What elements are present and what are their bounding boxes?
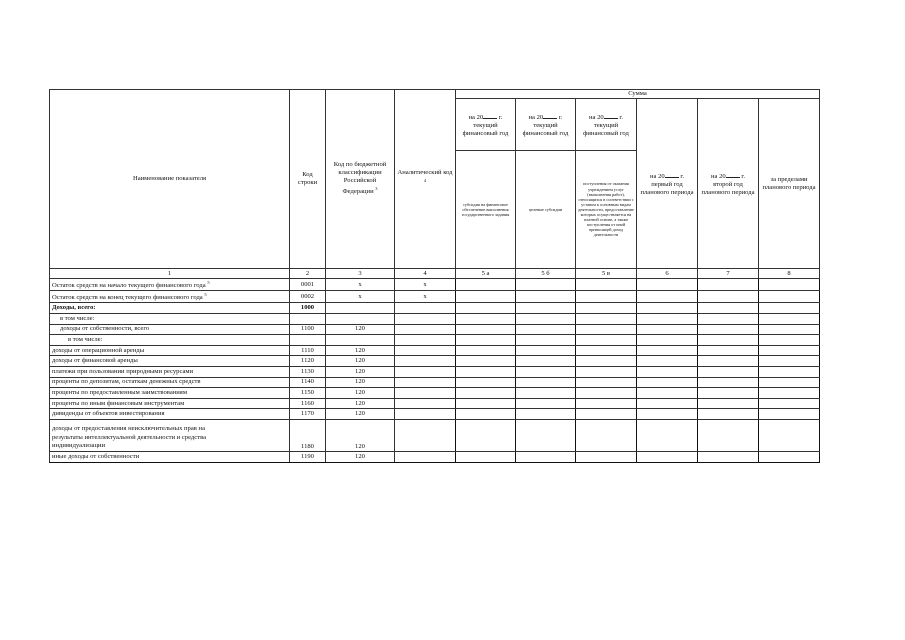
row-value-cell[interactable]: [698, 451, 759, 462]
row-value-cell[interactable]: [576, 324, 637, 335]
row-value-cell[interactable]: [456, 419, 516, 451]
row-value-cell[interactable]: [576, 419, 637, 451]
row-code: 1170: [290, 409, 326, 420]
row-value-cell[interactable]: [637, 366, 698, 377]
year-prefix: на 20: [528, 113, 544, 121]
row-value-cell[interactable]: [637, 398, 698, 409]
row-value-cell[interactable]: [759, 377, 820, 388]
row-code: 1190: [290, 451, 326, 462]
financial-plan-table-container: [49, 89, 820, 463]
row-value-cell[interactable]: [516, 345, 576, 356]
header-budget-code: [326, 90, 395, 269]
header-analytic-code-label: Аналитический код: [397, 169, 453, 177]
column-number: 2: [290, 269, 326, 279]
row-value-cell[interactable]: [456, 451, 516, 462]
row-value-cell[interactable]: [516, 313, 576, 324]
period-label: первый год планового периода: [640, 180, 694, 196]
row-value-cell[interactable]: [698, 324, 759, 335]
row-name: [50, 409, 290, 420]
row-value-cell[interactable]: [576, 366, 637, 377]
row-name: [50, 356, 290, 367]
row-value-cell[interactable]: [456, 377, 516, 388]
row-name-text: Остаток средств на начало текущего финансового года: [52, 282, 206, 290]
row-value-cell[interactable]: [576, 377, 637, 388]
row-kbk: 120: [326, 398, 395, 409]
header-col5v-desc: поступления от оказания учреждением услуг (выполнения работ), относящихся в соответствии с уставом к основным видам деятельности, предоставление которых осуществляется на платной основе, а также поступления от иной приносящей доход деятельности: [576, 151, 637, 269]
row-name-text: доходы от собственности, всего: [60, 325, 150, 333]
row-kbk: 120: [326, 388, 395, 399]
row-value-cell[interactable]: [698, 279, 759, 291]
row-kbk: 120: [326, 356, 395, 367]
row-name-text: доходы от финансовой аренды: [52, 357, 138, 365]
row-value-cell[interactable]: [576, 291, 637, 303]
row-value-cell[interactable]: [456, 279, 516, 291]
header-sum-group: Сумма: [456, 90, 820, 99]
row-code: [290, 335, 326, 346]
table-row: [50, 409, 820, 420]
row-value-cell[interactable]: [576, 279, 637, 291]
row-name-text: платежи при пользовании природными ресурсами: [52, 367, 194, 375]
footnote-marker: 5: [204, 292, 207, 298]
table-row: [50, 377, 820, 388]
row-analytic-code: [395, 419, 456, 451]
row-value-cell[interactable]: [637, 377, 698, 388]
row-kbk: 120: [326, 377, 395, 388]
row-value-cell[interactable]: [456, 409, 516, 420]
row-value-cell[interactable]: [759, 356, 820, 367]
table-row: [50, 324, 820, 335]
row-name: иные доходы от собственности: [50, 451, 290, 462]
year-suffix: г.: [680, 172, 684, 180]
row-value-cell[interactable]: [759, 366, 820, 377]
row-value-cell[interactable]: [759, 313, 820, 324]
row-value-cell[interactable]: [516, 377, 576, 388]
row-value-cell[interactable]: [759, 409, 820, 420]
row-value-cell[interactable]: [576, 409, 637, 420]
row-analytic-code: [395, 451, 456, 462]
row-analytic-code: [395, 366, 456, 377]
row-value-cell[interactable]: [759, 279, 820, 291]
column-number: 3: [326, 269, 395, 279]
table-row: [50, 335, 820, 346]
row-kbk: x: [326, 291, 395, 303]
row-name-text: доходы от операционной аренды: [52, 346, 145, 354]
year-blank: [483, 112, 497, 119]
header-col5b-year: [516, 99, 576, 151]
header-line-code: Код строки: [290, 90, 326, 269]
row-value-cell[interactable]: [516, 324, 576, 335]
row-code: 1150: [290, 388, 326, 399]
row-value-cell[interactable]: [759, 388, 820, 399]
year-suffix: г.: [498, 113, 503, 121]
financial-plan-table: [49, 89, 820, 463]
row-analytic-code: [395, 303, 456, 314]
row-value-cell[interactable]: [698, 345, 759, 356]
row-value-cell[interactable]: [576, 303, 637, 314]
row-name-text: дивиденды от объектов инвестирования: [52, 410, 165, 418]
year-prefix: на 20: [468, 113, 484, 121]
row-value-cell[interactable]: [456, 335, 516, 346]
header-analytic-code-sup: 4: [423, 178, 427, 184]
row-value-cell[interactable]: [698, 366, 759, 377]
period-label: текущий финансовый год: [522, 121, 569, 137]
row-kbk: 120: [326, 409, 395, 420]
row-value-cell[interactable]: [516, 388, 576, 399]
row-value-cell[interactable]: [516, 419, 576, 451]
row-value-cell[interactable]: [698, 291, 759, 303]
row-value-cell[interactable]: [637, 451, 698, 462]
row-value-cell[interactable]: [698, 398, 759, 409]
row-value-cell[interactable]: [456, 366, 516, 377]
row-code: 1100: [290, 324, 326, 335]
row-code: 1110: [290, 345, 326, 356]
header-budget-code-label: Код по бюджетной классификации Российской Федерации: [333, 161, 387, 196]
table-row: [50, 366, 820, 377]
year-suffix: г.: [558, 113, 563, 121]
row-code: 0002: [290, 291, 326, 303]
row-name: [50, 335, 290, 346]
year-prefix: на 20: [711, 172, 726, 180]
row-analytic-code: [395, 313, 456, 324]
row-value-cell[interactable]: [456, 324, 516, 335]
row-name-text: проценты по депозитам, остаткам денежных средств: [52, 378, 201, 386]
row-value-cell[interactable]: [759, 335, 820, 346]
row-value-cell[interactable]: [456, 398, 516, 409]
row-value-cell[interactable]: [759, 324, 820, 335]
footnote-marker: 5: [207, 280, 210, 285]
table-row: [50, 313, 820, 324]
row-value-cell[interactable]: [456, 388, 516, 399]
column-number: 6: [637, 269, 698, 279]
row-value-cell[interactable]: [698, 388, 759, 399]
row-name-text: проценты по предоставленным заимствованиям: [52, 388, 188, 396]
row-name-text: Доходы, всего:: [52, 304, 96, 312]
row-value-cell[interactable]: [516, 335, 576, 346]
row-kbk: 120: [326, 345, 395, 356]
header-name: Наименование показателя: [50, 90, 290, 269]
table-row: [50, 345, 820, 356]
row-value-cell[interactable]: [637, 291, 698, 303]
header-col7-year: [698, 99, 759, 269]
row-code: 1120: [290, 356, 326, 367]
period-label: второй год планового периода: [701, 180, 755, 196]
row-analytic-code: [395, 377, 456, 388]
row-value-cell[interactable]: [516, 451, 576, 462]
row-value-cell[interactable]: [698, 409, 759, 420]
row-name-text: проценты по иным финансовым инструментам: [52, 399, 185, 407]
column-number: 5 а: [456, 269, 516, 279]
row-value-cell[interactable]: [637, 303, 698, 314]
row-code: 1160: [290, 398, 326, 409]
row-kbk: 120: [326, 451, 395, 462]
row-value-cell[interactable]: [698, 335, 759, 346]
row-value-cell[interactable]: [516, 303, 576, 314]
table-row: [50, 388, 820, 399]
table-row: [50, 356, 820, 367]
row-value-cell[interactable]: [576, 356, 637, 367]
row-value-cell[interactable]: [698, 356, 759, 367]
row-kbk: 120: [326, 324, 395, 335]
row-value-cell[interactable]: [637, 345, 698, 356]
row-value-cell[interactable]: [456, 356, 516, 367]
row-analytic-code: x: [395, 279, 456, 291]
row-value-cell[interactable]: [637, 419, 698, 451]
period-label: текущий финансовый год: [583, 121, 629, 137]
row-analytic-code: [395, 409, 456, 420]
year-suffix: г.: [741, 172, 745, 180]
row-value-cell[interactable]: [698, 377, 759, 388]
row-value-cell[interactable]: [456, 345, 516, 356]
column-number: 8: [759, 269, 820, 279]
row-value-cell[interactable]: [637, 388, 698, 399]
year-blank: [604, 112, 618, 119]
row-value-cell[interactable]: [456, 313, 516, 324]
row-code: 1140: [290, 377, 326, 388]
row-name-text: в том числе:: [60, 314, 95, 322]
row-name: [50, 303, 290, 314]
table-row: [50, 419, 820, 451]
column-number-row: [50, 269, 820, 279]
row-code: 1130: [290, 366, 326, 377]
year-suffix: г.: [619, 113, 623, 121]
row-analytic-code: [395, 324, 456, 335]
row-value-cell[interactable]: [759, 303, 820, 314]
row-value-cell[interactable]: [759, 345, 820, 356]
row-value-cell[interactable]: [516, 356, 576, 367]
row-value-cell[interactable]: [759, 451, 820, 462]
row-kbk: [326, 335, 395, 346]
table-row: [50, 291, 820, 303]
table-row: [50, 451, 820, 462]
year-prefix: на 20: [589, 113, 604, 121]
year-blank: [543, 112, 557, 119]
year-blank: [726, 171, 740, 178]
row-value-cell[interactable]: [576, 335, 637, 346]
column-number: 5 в: [576, 269, 637, 279]
row-value-cell[interactable]: [576, 345, 637, 356]
row-kbk: [326, 303, 395, 314]
table-row: [50, 279, 820, 291]
row-kbk: [326, 313, 395, 324]
row-name: [50, 345, 290, 356]
row-name: [50, 419, 290, 451]
row-value-cell[interactable]: [576, 313, 637, 324]
row-value-cell[interactable]: [698, 313, 759, 324]
row-value-cell[interactable]: [576, 398, 637, 409]
period-label: текущий финансовый год: [462, 121, 509, 137]
row-name-text: в том числе:: [68, 335, 103, 343]
header-col6-year: [637, 99, 698, 269]
row-analytic-code: [395, 388, 456, 399]
row-code: 1000: [290, 303, 326, 314]
row-value-cell[interactable]: [516, 398, 576, 409]
row-analytic-code: x: [395, 291, 456, 303]
row-value-cell[interactable]: [637, 313, 698, 324]
row-value-cell[interactable]: [576, 451, 637, 462]
column-number: 4: [395, 269, 456, 279]
row-name: [50, 279, 290, 291]
row-value-cell[interactable]: [637, 324, 698, 335]
header-col8: за пределами планового периода: [759, 99, 820, 269]
row-name: [50, 388, 290, 399]
row-name: [50, 377, 290, 388]
row-value-cell[interactable]: [759, 398, 820, 409]
row-analytic-code: [395, 335, 456, 346]
row-code: 1180: [290, 419, 326, 451]
row-value-cell[interactable]: [759, 291, 820, 303]
row-value-cell[interactable]: [456, 291, 516, 303]
header-budget-code-sup: 3: [375, 186, 378, 192]
row-name: [50, 324, 290, 335]
row-value-cell[interactable]: [759, 419, 820, 451]
header-col5v-year: [576, 99, 637, 151]
row-value-cell[interactable]: [637, 279, 698, 291]
row-analytic-code: [395, 398, 456, 409]
row-code: [290, 313, 326, 324]
row-value-cell[interactable]: [698, 419, 759, 451]
year-prefix: на 20: [650, 172, 665, 180]
row-value-cell[interactable]: [576, 388, 637, 399]
row-name: [50, 398, 290, 409]
row-value-cell[interactable]: [456, 303, 516, 314]
row-value-cell[interactable]: [637, 356, 698, 367]
row-kbk: 120: [326, 366, 395, 377]
row-name-line: результаты интеллектуальной деятельности и средства: [52, 433, 207, 441]
row-value-cell[interactable]: [637, 335, 698, 346]
row-kbk: x: [326, 279, 395, 291]
row-name: [50, 291, 290, 303]
row-name-line: индивидуализации: [52, 442, 106, 450]
column-number: 1: [50, 269, 290, 279]
table-row: [50, 303, 820, 314]
row-value-cell[interactable]: [516, 279, 576, 291]
row-kbk: 120: [326, 419, 395, 451]
year-blank: [665, 171, 679, 178]
row-analytic-code: [395, 345, 456, 356]
table-row: [50, 398, 820, 409]
row-value-cell[interactable]: [698, 303, 759, 314]
header-col5a-desc: субсидия на финансовое обеспечение выполнения государственного задания: [456, 151, 516, 269]
header-analytic-code: [395, 90, 456, 269]
row-value-cell[interactable]: [516, 291, 576, 303]
row-value-cell[interactable]: [516, 366, 576, 377]
row-value-cell[interactable]: [637, 409, 698, 420]
header-col5a-year: [456, 99, 516, 151]
row-name-text: Остаток средств на конец текущего финансового года: [52, 294, 203, 302]
column-number: 7: [698, 269, 759, 279]
header-col5b-desc: целевые субсидии: [516, 151, 576, 269]
row-value-cell[interactable]: [516, 409, 576, 420]
row-name: [50, 366, 290, 377]
row-name: [50, 313, 290, 324]
row-name-line: доходы от предоставления неисключительных прав на: [52, 425, 205, 433]
column-number: 5 б: [516, 269, 576, 279]
row-code: 0001: [290, 279, 326, 291]
row-analytic-code: [395, 356, 456, 367]
